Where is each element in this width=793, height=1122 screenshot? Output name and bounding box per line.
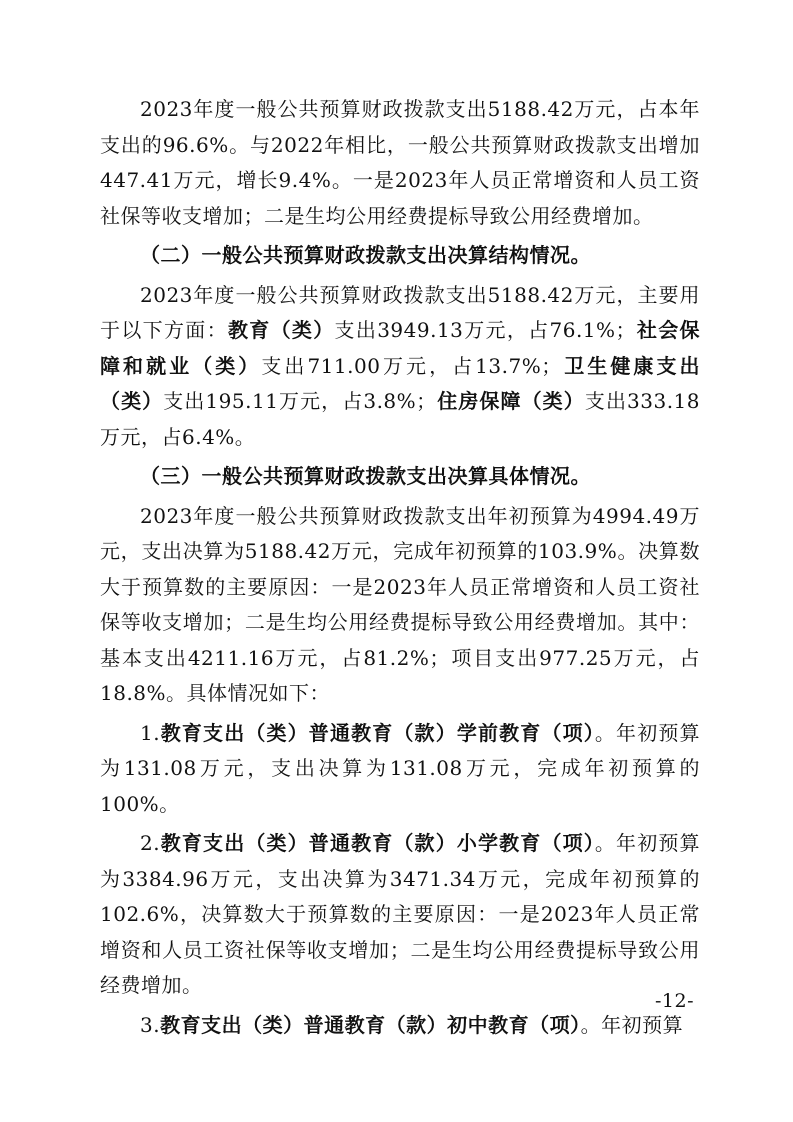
structure-bold-social-security: 社会保障和就业（类）: [100, 318, 701, 378]
structure-bold-health: 卫生健康支出（类）: [100, 353, 701, 413]
structure-text-4: 支出195.11万元，占3.8%；: [163, 389, 437, 413]
list-item-junior-high: [100, 1008, 700, 1044]
list-item-text: 。年初预算为131.08万元，支出决算为131.08万元，完成年初预算的100%。: [100, 720, 701, 816]
document-page: [100, 92, 700, 1043]
list-item-text: 。年初预算: [580, 1012, 684, 1037]
section-heading-details: （三）一般公共预算财政拨款支出决算具体情况。: [140, 464, 591, 488]
list-item-title: 教育支出（类）普通教育（款）小学教育（项）: [160, 831, 595, 855]
list-item-number: 2.: [140, 831, 161, 855]
list-item-title: 教育支出（类）普通教育（款）初中教育（项）: [160, 1012, 581, 1037]
structure-text-2: 支出3949.13万元，占76.1%；: [334, 318, 637, 342]
page-number: -12-: [655, 990, 695, 1012]
list-item-primary: [100, 826, 700, 1004]
structure-text-3: 支出711.00万元，占13.7%；: [261, 353, 562, 378]
paragraph-expenditure-structure: [100, 278, 700, 456]
list-item-text: 。年初预算为3384.96万元，支出决算为3471.34万元，完成年初预算的102.6%，决算数大于预算数的主要原因：一是2023年人员正常增资和人员工资社保等收支增加；二是生均公用经费提标导致公用经费增加。: [100, 831, 701, 997]
structure-text-5: 支出333.18万元，占6.4%。: [100, 389, 701, 449]
paragraph-total-expenditure: 2023年度一般公共预算财政拨款支出5188.42万元，占本年支出的96.6%。与2022年相比，一般公共预算财政拨款支出增加447.41万元，增长9.4%。一是2023年人员正常增资和人员工资社保等收支增加；二是生均公用经费提标导致公用经费增加。: [100, 97, 700, 228]
section-heading-structure: （二）一般公共预算财政拨款支出决算结构情况。: [140, 243, 591, 267]
structure-bold-housing: 住房保障（类）: [436, 389, 585, 413]
structure-bold-education: 教育（类）: [227, 318, 335, 342]
structure-text-1: 2023年度一般公共预算财政拨款支出5188.42万元，主要用于以下方面：: [100, 282, 700, 342]
list-item-title: 教育支出（类）普通教育（款）学前教育（项）: [160, 720, 595, 745]
list-item-number: 3.: [140, 1012, 161, 1037]
list-item-preschool: [100, 716, 700, 823]
list-item-number: 1.: [140, 720, 161, 745]
paragraph-budget-details: 2023年度一般公共预算财政拨款支出年初预算为4994.49万元，支出决算为5188.42万元，完成年初预算的103.9%。决算数大于预算数的主要原因：一是2023年人员正常增资和人员工资社保等收支增加；二是生均公用经费提标导致公用经费增加。其中：基本支出4211.16万元，占81.2%；项目支出977.25万元，占18.8%。具体情况如下：: [100, 503, 700, 705]
